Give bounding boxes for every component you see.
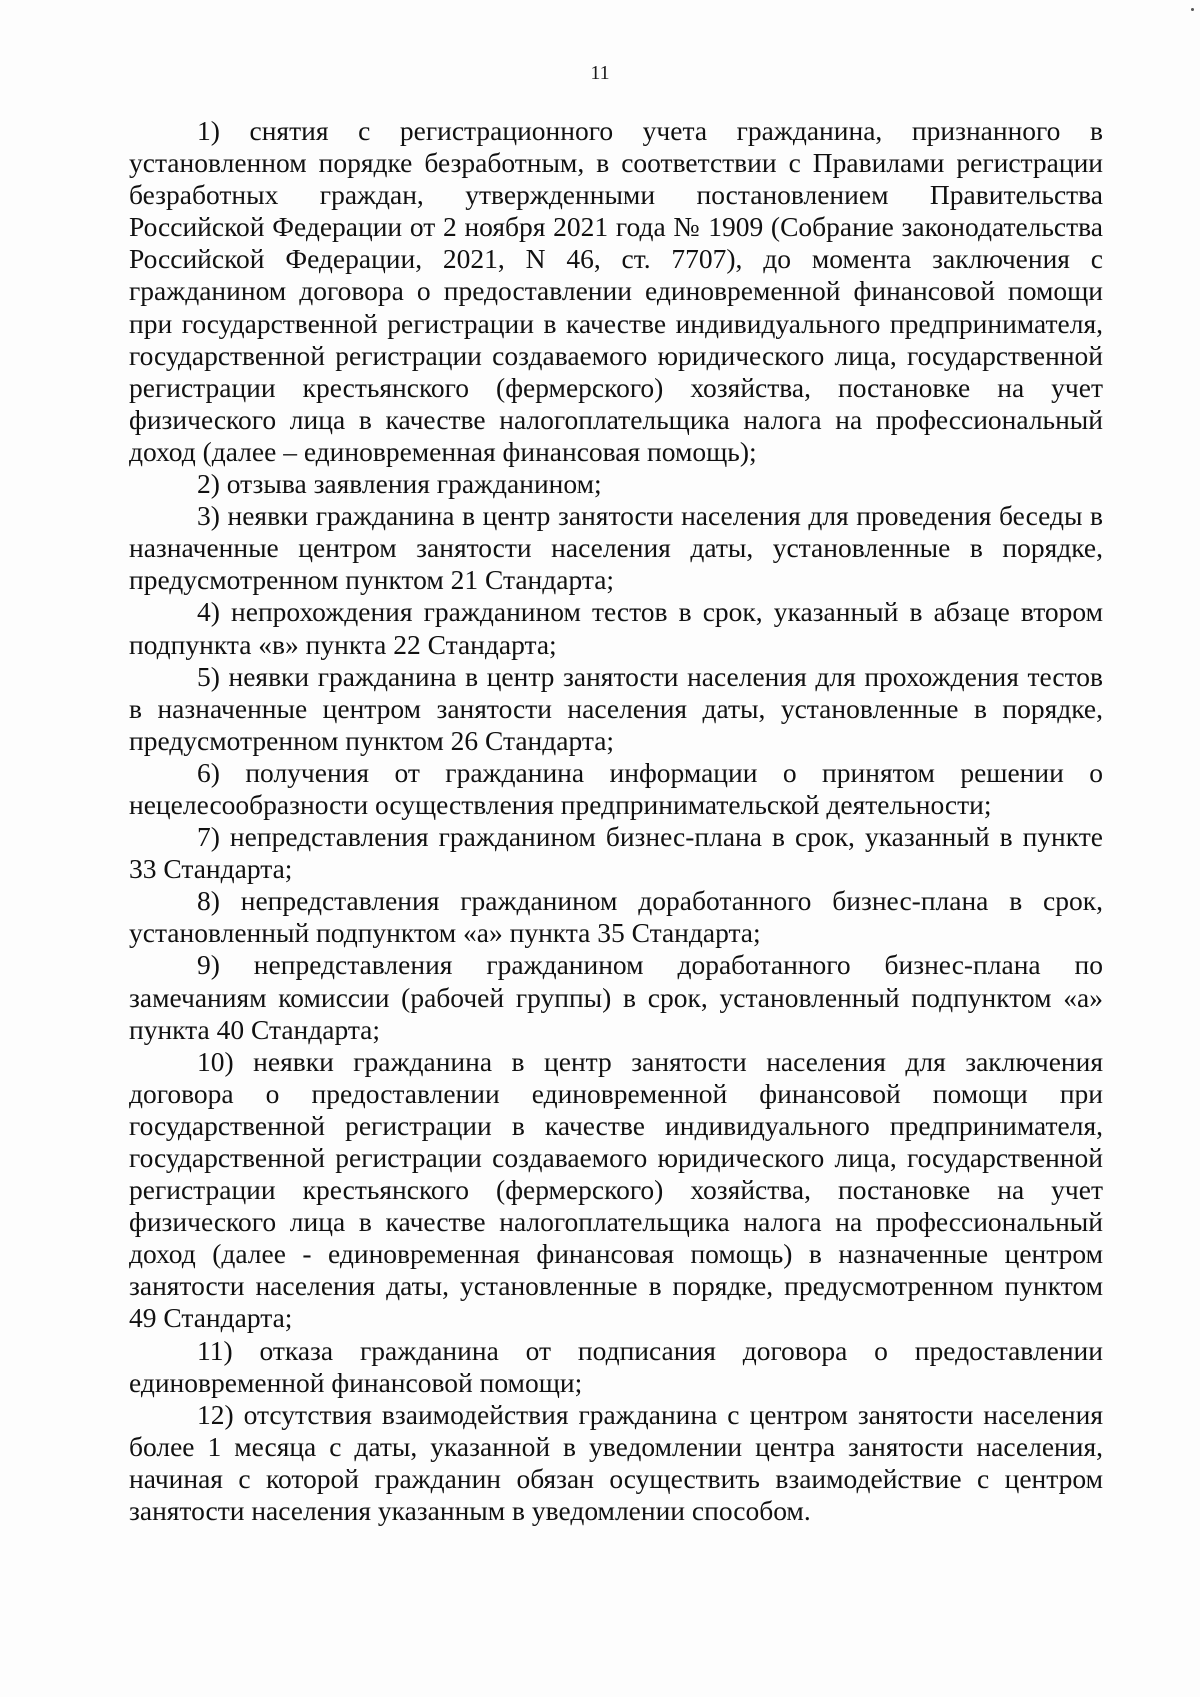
list-item: 5) неявки гражданина в центр занятости населения для прохождения тестов в назначенные центром занятости населения даты, установленные в порядке, предусмотренном пунктом 26 Стандарта; — [129, 660, 1103, 756]
list-item: 10) неявки гражданина в центр занятости населения для заключения договора о предоставлении единовременной финансовой помощи при государственной регистрации в качестве индивидуального предпринимателя, государственной регистрации создаваемого юридического лица, государственной регистрации крестьянского (фермерского) хозяйства, постановке на учет физического лица в качестве налогоплательщика налога на профессиональный доход (далее - единовременная финансовая помощь) в назначенные центром занятости населения даты, установленные в порядке, предусмотренном пунктом 49 Стандарта; — [129, 1045, 1103, 1334]
list-item: 6) получения от гражданина информации о принятом решении о нецелесообразности осуществления предпринимательской деятельности; — [129, 756, 1103, 820]
list-item: 11) отказа гражданина от подписания договора о предоставлении единовременной финансовой помощи; — [129, 1334, 1103, 1398]
list-item: 1) снятия с регистрационного учета гражданина, признанного в установленном порядке безработным, в соответствии с Правилами регистрации безработных граждан, утвержденными постановлением Правительства Российской Федерации от 2 ноября 2021 года № 1909 (Собрание законодательства Российской Федерации, 2021, N 46, ст. 7707), до момента заключения с гражданином договора о предоставлении единовременной финансовой помощи при государственной регистрации в качестве индивидуального предпринимателя, государственной регистрации создаваемого юридического лица, государственной регистрации крестьянского (фермерского) хозяйства, постановке на учет физического лица в качестве налогоплательщика налога на профессиональный доход (далее – единовременная финансовая помощь); — [129, 115, 1103, 467]
list-item: 2) отзыва заявления гражданином; — [197, 468, 602, 500]
list-item: 9) непредставления гражданином доработанного бизнес-плана по замечаниям комиссии (рабочей группы) в срок, установленный подпунктом «а» пункта 40 Стандарта; — [129, 949, 1103, 1045]
scan-dot — [1191, 8, 1194, 11]
page-number: 11 — [590, 62, 610, 84]
list-item: 4) непрохождения гражданином тестов в срок, указанный в абзаце втором подпункта «в» пункта 22 Стандарта; — [129, 596, 1103, 660]
document-body — [129, 115, 1103, 1527]
list-item: 8) непредставления гражданином доработанного бизнес-плана в срок, установленный подпунктом «а» пункта 35 Стандарта; — [129, 885, 1103, 949]
list-item: 12) отсутствия взаимодействия гражданина с центром занятости населения более 1 месяца с даты, указанной в уведомлении центра занятости населения, начиная с которой гражданин обязан осуществить взаимодействие с центром занятости населения указанным в уведомлении способом. — [129, 1398, 1103, 1527]
list-item: 3) неявки гражданина в центр занятости населения для проведения беседы в назначенные центром занятости населения даты, установленные в порядке, предусмотренном пунктом 21 Стандарта; — [129, 500, 1103, 596]
list-item: 7) непредставления гражданином бизнес-плана в срок, указанный в пункте 33 Стандарта; — [129, 821, 1103, 885]
